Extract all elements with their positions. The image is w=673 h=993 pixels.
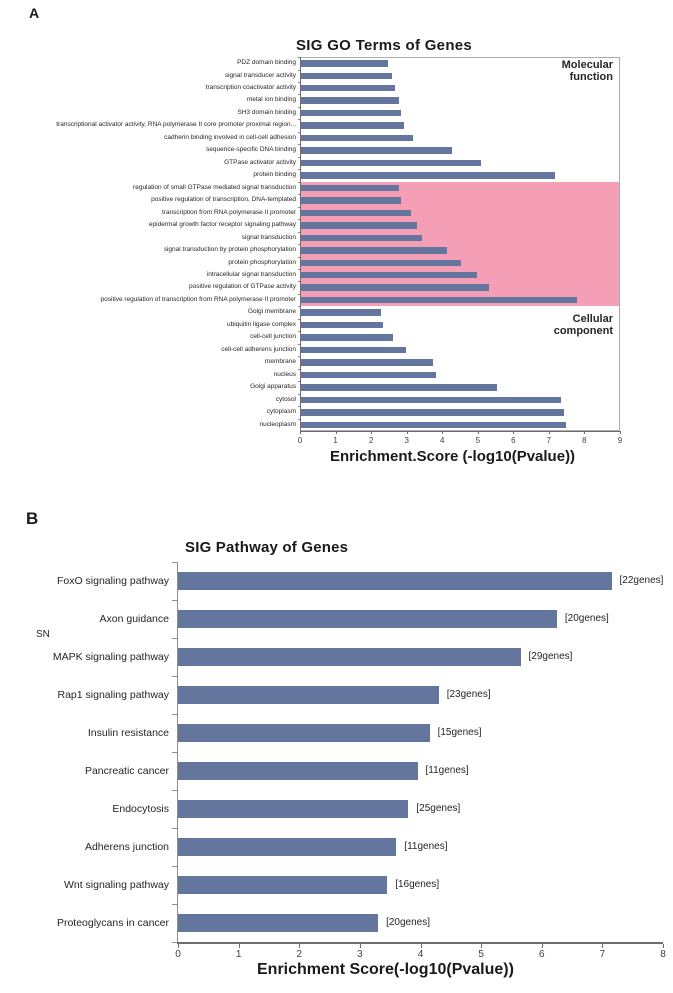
pathway-label: Wnt signaling pathway xyxy=(63,879,169,891)
chart-a-category-tick xyxy=(298,144,300,145)
chart-a-category-tick xyxy=(298,269,300,270)
chart-b-x-tick xyxy=(421,944,422,948)
chart-a-category-tick xyxy=(298,157,300,158)
chart-a-category-tick xyxy=(298,356,300,357)
go-term-bar xyxy=(301,322,383,329)
pathway-bar xyxy=(178,724,430,742)
pathway-gene-count: [11genes] xyxy=(404,841,448,852)
go-term-bar xyxy=(301,372,436,379)
chart-a-x-tick-label: 5 xyxy=(475,436,481,445)
go-term-bar xyxy=(301,297,577,304)
chart-a-category-tick xyxy=(298,70,300,71)
chart-b-x-tick xyxy=(239,944,240,948)
go-term-bar xyxy=(301,222,417,229)
go-term-label: positive regulation of transcription from RNA polymerase II promoter xyxy=(100,295,296,303)
chart-b-category-tick xyxy=(172,866,177,867)
chart-b-title: SIG Pathway of Genes xyxy=(185,539,349,556)
pathway-bar xyxy=(178,914,378,932)
go-term-bar xyxy=(301,197,401,204)
chart-a-category-tick xyxy=(298,319,300,320)
chart-b-category-tick xyxy=(172,752,177,753)
chart-b-category-tick xyxy=(172,828,177,829)
go-term-bar xyxy=(301,359,433,366)
go-term-bar xyxy=(301,247,447,254)
go-term-bar xyxy=(301,122,404,129)
go-term-bar xyxy=(301,185,399,192)
chart-a-x-tick-label: 7 xyxy=(546,436,552,445)
go-term-bar xyxy=(301,160,481,167)
chart-b-x-tick-label: 6 xyxy=(539,949,545,960)
go-term-bar xyxy=(301,210,411,217)
chart-a-x-tick-label: 0 xyxy=(297,436,303,445)
pathway-bar xyxy=(178,686,439,704)
go-term-bar xyxy=(301,60,388,67)
chart-a-x-tick-label: 2 xyxy=(368,436,374,445)
go-term-label: signal transduction xyxy=(241,233,296,241)
chart-a-title: SIG GO Terms of Genes xyxy=(296,37,473,54)
go-term-label: cell-cell adherens junction xyxy=(221,345,296,353)
chart-b-category-tick xyxy=(172,714,177,715)
chart-b-x-tick xyxy=(360,944,361,948)
chart-b-category-tick xyxy=(172,562,177,563)
chart-a-category-tick xyxy=(298,306,300,307)
chart-a-x-tick xyxy=(513,431,514,434)
chart-a-x-tick xyxy=(442,431,443,434)
chart-a-x-tick xyxy=(407,431,408,434)
go-term-bar xyxy=(301,397,561,404)
pathway-bar xyxy=(178,838,396,856)
chart-b-x-tick-label: 2 xyxy=(296,949,303,960)
chart-a-x-tick-label: 6 xyxy=(511,436,516,445)
chart-b-category-tick xyxy=(172,638,177,639)
pathway-bar xyxy=(178,762,418,780)
go-term-label: cytoplasm xyxy=(266,408,296,416)
go-term-label: signal transduction by protein phosphorylation xyxy=(163,246,296,253)
chart-b-x-tick-label: 7 xyxy=(599,949,606,960)
go-term-bar xyxy=(301,235,422,242)
chart-a-x-tick xyxy=(584,431,585,434)
section-label-cellular-component: Cellular component xyxy=(553,313,613,337)
chart-b-x-tick-label: 8 xyxy=(660,949,666,960)
chart-b-x-tick xyxy=(602,944,603,948)
go-term-label: membrane xyxy=(264,358,296,366)
chart-a-category-tick xyxy=(298,57,300,58)
go-term-bar xyxy=(301,110,401,117)
chart-a-category-tick xyxy=(298,394,300,395)
section-label-molecular-function: Molecular function xyxy=(561,59,613,83)
go-term-label: protein phosphorylation xyxy=(228,258,296,266)
chart-a-x-tick xyxy=(478,431,479,434)
chart-a-category-tick xyxy=(298,244,300,245)
panel-b-letter: B xyxy=(26,509,39,528)
go-term-bar xyxy=(301,147,452,154)
chart-b-x-axis-title: Enrichment Score(-log10(Pvalue)) xyxy=(257,961,514,978)
pathway-gene-count: [20genes] xyxy=(386,917,431,928)
pathway-bar xyxy=(178,876,387,894)
chart-a-x-tick-label: 1 xyxy=(333,436,338,445)
pathway-bar xyxy=(178,572,612,590)
chart-b-x-tick xyxy=(542,944,543,948)
chart-b-x-tick-label: 1 xyxy=(235,949,242,960)
chart-a-category-tick xyxy=(298,207,300,208)
go-term-label: nucleoplasm xyxy=(259,420,296,428)
chart-b-x-tick xyxy=(481,944,482,948)
go-term-bar xyxy=(301,422,566,429)
go-term-bar xyxy=(301,172,555,179)
chart-a-category-tick xyxy=(298,381,300,382)
chart-b-category-tick xyxy=(172,676,177,677)
chart-a-category-tick xyxy=(298,219,300,220)
chart-b-side-label: SN xyxy=(36,629,50,640)
go-term-label: GTPase activator activity xyxy=(224,158,296,166)
go-term-bar xyxy=(301,73,392,80)
chart-a-category-tick xyxy=(298,331,300,332)
chart-b-x-tick-label: 3 xyxy=(357,949,363,960)
chart-a-category-tick xyxy=(298,281,300,282)
chart-b-category-tick xyxy=(172,904,177,905)
go-term-label: PDZ domain binding xyxy=(237,59,296,66)
go-term-label: Golgi apparatus xyxy=(250,383,296,391)
chart-a-category-tick xyxy=(298,257,300,258)
go-term-label: transcription from RNA polymerase II promoter xyxy=(161,208,296,216)
go-term-bar xyxy=(301,97,399,104)
go-term-bar xyxy=(301,85,395,92)
pathway-label: Proteoglycans in cancer xyxy=(56,917,169,929)
chart-a-x-tick-label: 3 xyxy=(404,436,409,445)
chart-a-x-axis-line xyxy=(300,431,621,432)
chart-a-x-tick xyxy=(300,431,301,434)
go-term-label: regulation of small GTPase mediated signal transduction xyxy=(133,183,296,191)
chart-a-x-tick xyxy=(336,431,337,434)
go-term-label: ubiquitin ligase complex xyxy=(226,320,296,328)
pathway-label: Insulin resistance xyxy=(87,727,169,739)
go-term-label: Golgi membrane xyxy=(247,308,296,316)
pathway-gene-count: [11genes] xyxy=(425,765,469,776)
pathway-label: Endocytosis xyxy=(112,803,169,815)
chart-a-x-tick xyxy=(620,431,621,434)
pathway-label: Pancreatic cancer xyxy=(84,765,169,777)
chart-a-category-tick xyxy=(298,119,300,120)
go-term-label: cytosol xyxy=(275,395,296,403)
go-term-bar xyxy=(301,334,393,341)
go-term-bar xyxy=(301,384,497,391)
chart-a-x-tick-label: 4 xyxy=(439,436,445,445)
pathway-label: FoxO signaling pathway xyxy=(56,575,169,587)
pathway-gene-count: [25genes] xyxy=(416,803,461,814)
pathway-bar xyxy=(178,648,521,666)
chart-a-x-tick xyxy=(371,431,372,434)
go-term-label: epidermal growth factor receptor signaling pathway xyxy=(148,221,296,229)
go-term-label: SH3 domain binding xyxy=(237,108,296,116)
pathway-label: MAPK signaling pathway xyxy=(52,651,169,663)
pathway-bar xyxy=(178,610,557,628)
chart-a-category-tick xyxy=(298,107,300,108)
go-term-bar xyxy=(301,284,489,291)
go-term-bar xyxy=(301,135,413,142)
chart-b-x-tick-label: 4 xyxy=(417,949,424,960)
chart-b-x-tick-label: 5 xyxy=(478,949,484,960)
go-term-bar xyxy=(301,309,381,316)
go-term-label: signal transducer activity xyxy=(224,71,296,79)
pathway-gene-count: [20genes] xyxy=(564,613,609,624)
go-term-label: cadherin binding involved in cell-cell adhesion xyxy=(164,133,296,141)
go-term-label: nucleus xyxy=(273,370,296,378)
pathway-label: Axon guidance xyxy=(99,613,169,625)
chart-b-x-tick-label: 0 xyxy=(175,949,181,960)
pathway-gene-count: [29genes] xyxy=(528,651,573,662)
chart-a-category-tick xyxy=(298,419,300,420)
chart-a-category-tick xyxy=(298,169,300,170)
pathway-bar xyxy=(178,800,408,818)
chart-a-category-tick xyxy=(298,132,300,133)
chart-a-x-tick-label: 8 xyxy=(582,436,587,445)
chart-a-x-axis-title: Enrichment.Score (-log10(Pvalue)) xyxy=(330,448,576,465)
chart-b-x-tick xyxy=(299,944,300,948)
chart-a-category-tick xyxy=(298,82,300,83)
pathway-label: Adherens junction xyxy=(84,841,169,853)
go-term-label: positive regulation of GTPase activity xyxy=(189,283,296,291)
chart-a-category-tick xyxy=(298,94,300,95)
go-term-label: cell-cell junction xyxy=(250,333,296,341)
pathway-gene-count: [16genes] xyxy=(395,879,440,890)
chart-a-category-tick xyxy=(298,232,300,233)
pathway-gene-count: [15genes] xyxy=(437,727,482,738)
chart-b-x-tick xyxy=(663,944,664,948)
chart-b-x-tick xyxy=(178,944,179,948)
chart-a-category-tick xyxy=(298,182,300,183)
chart-a-category-tick xyxy=(298,344,300,345)
go-term-bar xyxy=(301,272,477,279)
go-term-label: transcriptional activator activity, RNA polymerase II core promoter proximal region... xyxy=(56,121,296,129)
pathway-gene-count: [22genes] xyxy=(619,575,664,586)
go-term-bar xyxy=(301,347,406,354)
go-term-label: sequence-specific DNA binding xyxy=(206,146,296,154)
chart-b-category-tick xyxy=(172,942,177,943)
go-term-label: positive regulation of transcription, DNA-templated xyxy=(151,196,296,204)
chart-b-category-tick xyxy=(172,600,177,601)
go-term-bar xyxy=(301,409,564,416)
go-term-label: intracellular signal transduction xyxy=(206,270,296,278)
chart-a-x-tick-label: 9 xyxy=(617,436,623,445)
chart-a-category-tick xyxy=(298,369,300,370)
pathway-gene-count: [23genes] xyxy=(446,689,491,700)
go-term-label: metal ion binding xyxy=(246,96,296,104)
pathway-label: Rap1 signaling pathway xyxy=(57,689,169,701)
panel-a-letter: A xyxy=(29,5,40,21)
chart-a-category-tick xyxy=(298,194,300,195)
chart-a-x-tick xyxy=(549,431,550,434)
chart-a-category-tick xyxy=(298,294,300,295)
go-term-label: transcription coactivator activity xyxy=(205,83,296,91)
chart-a-category-tick xyxy=(298,406,300,407)
go-term-bar xyxy=(301,260,461,267)
chart-b-category-tick xyxy=(172,790,177,791)
go-term-label: protein binding xyxy=(253,171,296,179)
